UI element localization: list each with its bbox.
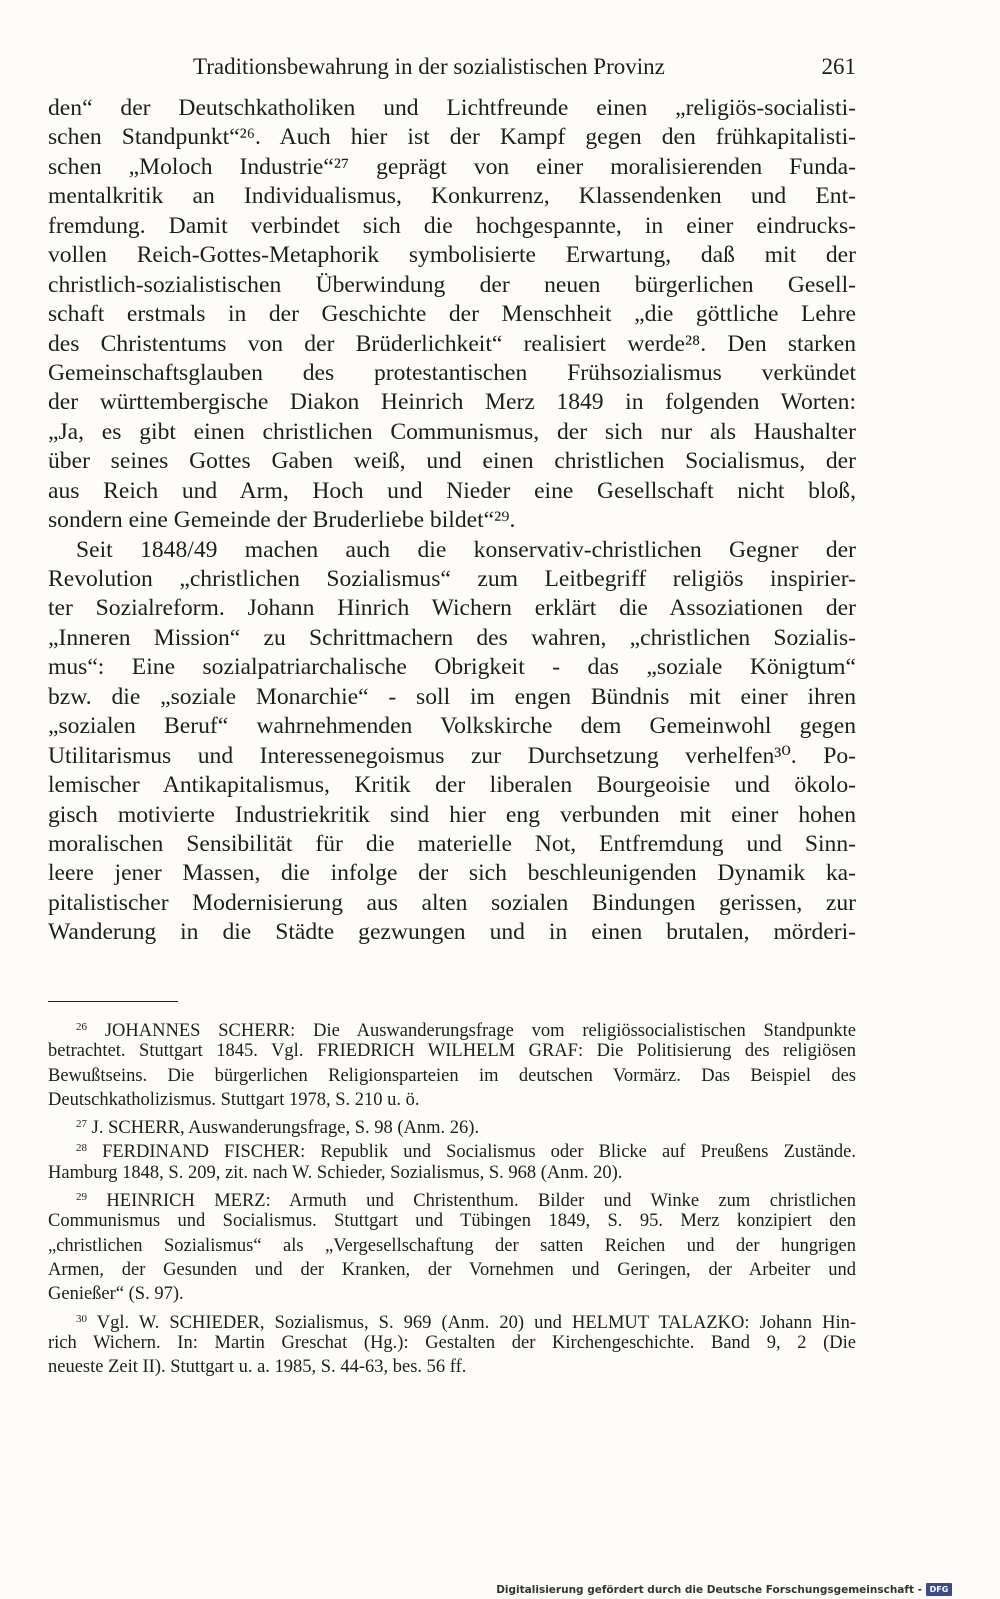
footnote-text: FERDINAND FISCHER: Republik und Socialismus oder Blicke auf Preußens Zustände.	[102, 1142, 857, 1163]
footnote-marker: 26	[76, 1021, 87, 1033]
footnote-line: Deutschkatholizismus. Stuttgart 1978, S. 210 u. ö.	[48, 1089, 420, 1110]
body-line: pitalistischer Modernisierung aus alten sozialen Bindungen gerissen, zur	[48, 889, 856, 916]
body-line: schen Standpunkt“²⁶. Auch hier ist der Kampf gegen den frühkapitalisti-	[48, 124, 856, 151]
body-line: leere jener Massen, die infolge der sich beschleunigenden Dynamik ka-	[48, 860, 856, 887]
body-line: schen „Moloch Industrie“²⁷ geprägt von einer moralisierenden Funda-	[48, 153, 856, 180]
digitization-credit	[496, 1583, 952, 1596]
footnote-line: Genießer“ (S. 97).	[48, 1284, 184, 1305]
body-line: vollen Reich-Gottes-Metaphorik symbolisierte Erwartung, daß mit der	[48, 242, 856, 269]
body-line: Seit 1848/49 machen auch die konservativ-christlichen Gegner der	[76, 536, 856, 563]
body-line: schaft erstmals in der Geschichte der Menschheit „die göttliche Lehre	[48, 301, 856, 328]
footnote-text: HEINRICH MERZ: Armuth und Christenthum. Bilder und Winke zum christlichen	[106, 1191, 857, 1212]
footnote-marker: 27	[76, 1118, 87, 1131]
body-text	[48, 94, 856, 948]
body-line: „Inneren Mission“ zu Schrittmachern des wahren, „christlichen Sozialis-	[48, 624, 856, 651]
footnote-line: neueste Zeit II). Stuttgart u. a. 1985, S. 44-63, bes. 56 ff.	[48, 1357, 467, 1378]
body-line: Revolution „christlichen Sozialismus“ zum Leitbegriff religiös inspirier-	[48, 566, 856, 592]
dfg-logo-icon: DFG	[926, 1583, 952, 1596]
running-head	[48, 52, 856, 82]
credit-text: Digitalisierung gefördert durch die Deutsche Forschungsgemeinschaft -	[496, 1583, 922, 1596]
footnote-line: betrachtet. Stuttgart 1845. Vgl. FRIEDRICH WILHELM GRAF: Die Politisierung des religiösen	[48, 1041, 856, 1062]
footnote-line: Communismus und Socialismus. Stuttgart und Tübingen 1849, S. 95. Merz konzipiert den	[48, 1211, 856, 1232]
footnote-line: Hamburg 1848, S. 209, zit. nach W. Schieder, Sozialismus, S. 968 (Anm. 20).	[48, 1162, 623, 1183]
footnote-line	[48, 1112, 856, 1139]
footnote-line: rich Wichern. In: Martin Greschat (Hg.): Gestalten der Kirchengeschichte. Band 9, 2 (Die	[48, 1332, 856, 1353]
footnote-marker: 28	[76, 1142, 87, 1155]
body-line: den“ der Deutschkatholiken und Lichtfreunde einen „religiös-socialisti-	[48, 95, 856, 121]
footnote-marker: 29	[76, 1191, 87, 1204]
body-line: gisch motivierte Industriekritik sind hier eng verbunden mit einer hohen	[48, 801, 856, 828]
footnote-line	[48, 1136, 857, 1163]
body-line: des Christentums von der Brüderlichkeit“ realisiert werde²⁸. Den starken	[48, 330, 856, 357]
footnotes	[48, 1015, 856, 1379]
running-title: Traditionsbewahrung in der sozialistischen Provinz	[193, 54, 665, 79]
body-line: lemischer Antikapitalismus, Kritik der liberalen Bourgeoisie und ökolo-	[48, 772, 856, 799]
body-line: über seines Gottes Gaben weiß, und einen christlichen Socialismus, der	[48, 448, 856, 475]
body-line: mus“: Eine sozialpatriarchalische Obrigkeit - das „soziale Königtum“	[48, 654, 856, 681]
footnote-line: Armen, der Gesunden und der Kranken, der Vornehmen und Geringen, der Arbeiter und	[48, 1259, 856, 1280]
body-line: mentalkritik an Individualismus, Konkurrenz, Klassendenken und Ent-	[48, 183, 856, 210]
body-line: fremdung. Damit verbindet sich die hochgespannte, in einer eindrucks-	[48, 212, 856, 239]
body-line: christlich-sozialistischen Überwindung der neuen bürgerlichen Gesell-	[48, 271, 856, 298]
body-line: „sozialen Beruf“ wahrnehmenden Volkskirche dem Gemeinwohl gegen	[48, 713, 856, 740]
footnote-line	[48, 1185, 857, 1212]
footnote-text: J. SCHERR, Auswanderungsfrage, S. 98 (Anm. 26).	[91, 1118, 480, 1139]
page-number: 261	[821, 54, 856, 79]
body-line: aus Reich und Arm, Hoch und Nieder eine Gesellschaft nicht bloß,	[48, 477, 856, 504]
body-line: Wanderung in die Städte gezwungen und in einen brutalen, mörderi-	[48, 919, 856, 946]
footnote-text: JOHANNES SCHERR: Die Auswanderungsfrage vom religiössocialistischen Standpunkte	[104, 1021, 856, 1041]
body-line: Utilitarismus und Interessenegoismus zur Durchsetzung verhelfen³⁰. Po-	[48, 742, 856, 769]
body-line: sondern eine Gemeinde der Bruderliebe bildet“²⁹.	[48, 507, 516, 534]
footnote-line	[48, 1015, 856, 1039]
footnote-separator	[48, 1001, 178, 1002]
footnote-marker: 30	[76, 1312, 87, 1325]
footnote-text: Vgl. W. SCHIEDER, Sozialismus, S. 969 (Anm. 20) und HELMUT TALAZKO: Johann Hin-	[96, 1312, 856, 1333]
footnote-line	[48, 1307, 856, 1331]
footnote-line: „christlichen Sozialismus“ als „Vergesellschaftung der satten Reichen und der hungrigen	[48, 1235, 856, 1256]
body-line: „Ja, es gibt einen christlichen Communismus, der sich nur als Haushalter	[48, 418, 856, 445]
body-line: bzw. die „soziale Monarchie“ - soll im engen Bündnis mit einer ihren	[48, 683, 856, 710]
body-line: ter Sozialreform. Johann Hinrich Wichern erklärt die Assoziationen der	[48, 595, 856, 622]
body-line: Gemeinschaftsglauben des protestantischen Frühsozialismus verkündet	[48, 359, 856, 386]
body-line: der württembergische Diakon Heinrich Merz 1849 in folgenden Worten:	[48, 389, 856, 416]
body-line: moralischen Sensibilität für die materielle Not, Entfremdung und Sinn-	[48, 830, 856, 857]
footnote-line: Bewußtseins. Die bürgerlichen Religionsparteien im deutschen Vormärz. Das Beispiel des	[48, 1065, 856, 1086]
